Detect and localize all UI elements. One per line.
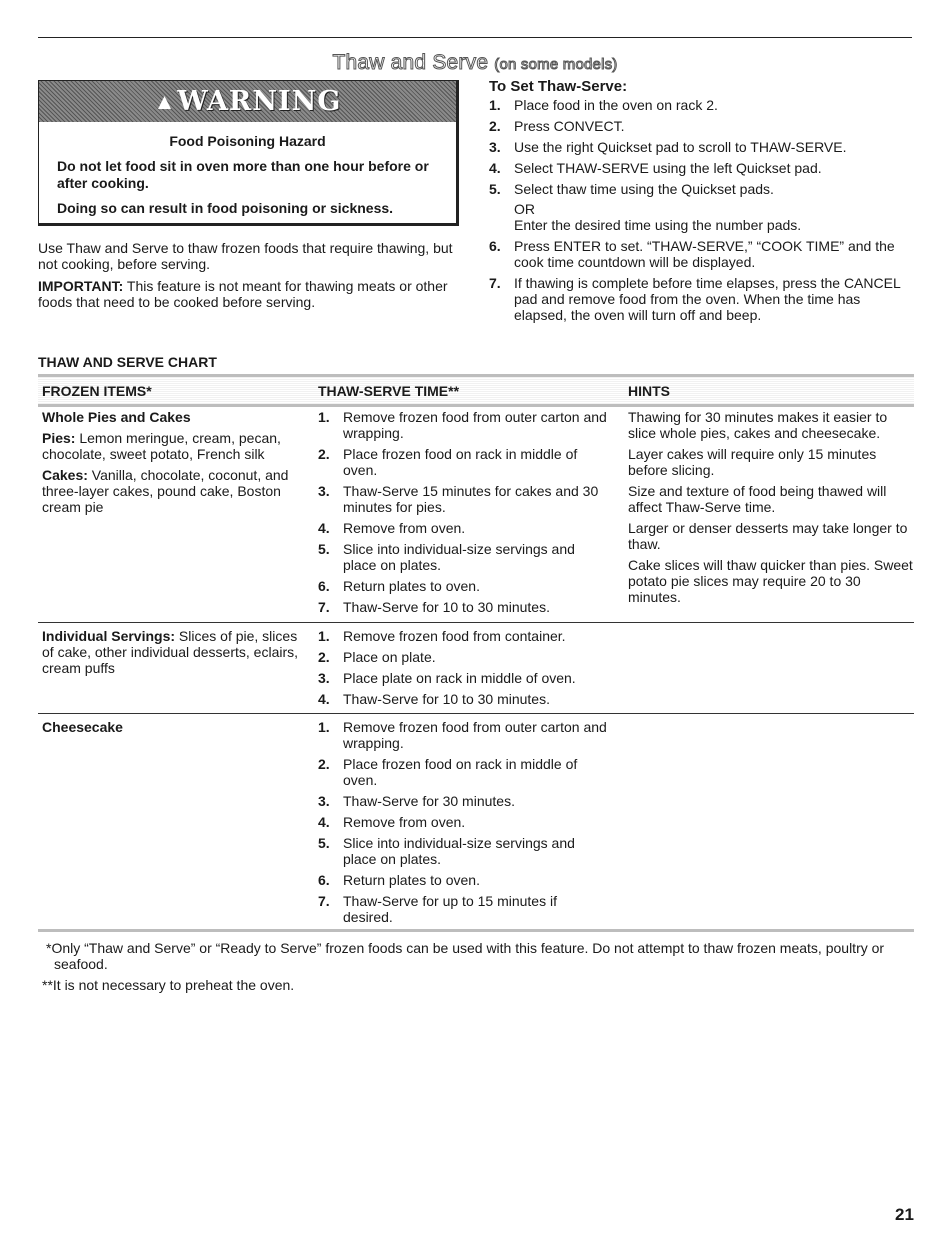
- list-item: 4. Remove from oven.: [318, 814, 466, 830]
- item-name: Whole Pies and Cakes: [42, 409, 191, 425]
- top-rule: [38, 37, 912, 38]
- list-item: 4. Select THAW-SERVE using the left Quickset pad.: [489, 160, 822, 176]
- list-item: 7. Thaw-Serve for 10 to 30 minutes.: [318, 599, 550, 615]
- list-item: 2. Place frozen food on rack in middle of oven.: [318, 756, 578, 788]
- list-item: 3. Use the right Quickset pad to scroll to THAW-SERVE.: [489, 139, 847, 155]
- list-item: 2. Place on plate.: [318, 649, 436, 665]
- warning-box: [38, 80, 459, 226]
- step-alt-or: OR: [514, 201, 535, 217]
- warning-header: [39, 81, 456, 122]
- hazard-title: Food Poisoning Hazard: [169, 133, 326, 149]
- hint-item: Thawing for 30 minutes makes it easier to slice whole pies, cakes and cheesecake.: [628, 409, 888, 441]
- hint-item: Layer cakes will require only 15 minutes before slicing.: [628, 446, 877, 478]
- hints-cell: [628, 409, 913, 610]
- hint-item: Cake slices will thaw quicker than pies. Sweet potato pie slices may require 20 to 30 minutes.: [628, 557, 913, 605]
- list-item: 4. Remove from oven.: [318, 520, 466, 536]
- chart-title: THAW AND SERVE CHART: [38, 354, 217, 370]
- list-item: 6. Press ENTER to set. “THAW-SERVE,” “COOK TIME” and the cook time countdown will be displayed.: [489, 238, 895, 270]
- set-thaw-steps: [489, 97, 914, 328]
- list-item: 1. Remove frozen food from container.: [318, 628, 566, 644]
- list-item: 7. Thaw-Serve for up to 15 minutes if desired.: [318, 893, 557, 925]
- list-item: 1. Place food in the oven on rack 2.: [489, 97, 718, 113]
- footnote-2: **It is not necessary to preheat the oven.: [42, 977, 295, 993]
- list-item: 6. Return plates to oven.: [318, 578, 480, 594]
- list-item: 6. Return plates to oven.: [318, 872, 480, 888]
- item-cell: [42, 719, 308, 740]
- row-divider: [38, 713, 914, 714]
- page-number: 21: [895, 1205, 914, 1224]
- warning-text-1: Do not let food sit in oven more than one hour before or after cooking.: [57, 158, 429, 191]
- page-title: [0, 50, 950, 78]
- list-item: 3. Thaw-Serve 15 minutes for cakes and 30 minutes for pies.: [318, 483, 599, 515]
- hint-item: Size and texture of food being thawed will affect Thaw-Serve time.: [628, 483, 887, 515]
- item-cell: Whole Pies and Cakes Pies: Lemon meringue, cream, pecan, chocolate, sweet potato, French silk Cakes: Vanilla, chocolate, coconut, and three-layer cakes, pound cake, Boston cream pie: [42, 409, 308, 520]
- important-note: [38, 278, 458, 310]
- list-item: 3. Thaw-Serve for 30 minutes.: [318, 793, 515, 809]
- item-name: Cheesecake: [42, 719, 123, 735]
- list-item: 5. Select thaw time using the Quickset pads. OR Enter the desired time using the number pads.: [489, 181, 914, 233]
- list-item: 1. Remove frozen food from outer carton and wrapping.: [318, 409, 607, 441]
- list-item: 5. Slice into individual-size servings and place on plates.: [318, 835, 575, 867]
- step-alt-text: Enter the desired time using the number pads.: [514, 217, 802, 233]
- steps-cell: [318, 719, 608, 930]
- chart-header: [38, 374, 914, 407]
- list-item: 3. Place plate on rack in middle of oven.: [318, 670, 576, 686]
- col-header-hints: HINTS: [628, 383, 670, 399]
- warning-text-2: Doing so can result in food poisoning or sickness.: [57, 200, 394, 216]
- list-item: 5. Slice into individual-size servings and place on plates.: [318, 541, 575, 573]
- page-title-sub: (on some models): [494, 56, 618, 73]
- list-item: 1. Remove frozen food from outer carton and wrapping.: [318, 719, 607, 751]
- warning-label: WARNING: [177, 85, 342, 117]
- intro-text: Use Thaw and Serve to thaw frozen foods that require thawing, but not cooking, before serving.: [38, 240, 453, 272]
- col-header-frozen-items: FROZEN ITEMS*: [42, 383, 152, 399]
- set-thaw-heading: To Set Thaw-Serve:: [489, 78, 628, 95]
- warning-triangle-icon: ▲: [153, 88, 176, 114]
- list-item: 4. Thaw-Serve for 10 to 30 minutes.: [318, 691, 550, 707]
- row-divider: [38, 622, 914, 623]
- important-text: This feature is not meant for thawing meats or other foods that need to be cooked before serving.: [38, 278, 448, 310]
- list-item: 2. Place frozen food on rack in middle of oven.: [318, 446, 578, 478]
- steps-cell: [318, 409, 608, 620]
- important-label: IMPORTANT:: [38, 278, 124, 294]
- hint-item: Larger or denser desserts may take longer to thaw.: [628, 520, 908, 552]
- page-title-main: Thaw and Serve: [332, 51, 489, 74]
- list-item: 2. Press CONVECT.: [489, 118, 625, 134]
- list-item: 7. If thawing is complete before time elapses, press the CANCEL pad and remove food from the oven. When the time has elapsed, the oven will turn off and beep.: [489, 275, 901, 323]
- steps-cell: [318, 628, 608, 712]
- col-header-thaw-time: THAW-SERVE TIME**: [318, 383, 460, 399]
- item-cell: Individual Servings: Slices of pie, slices of cake, other individual desserts, eclairs, cream puffs: [42, 628, 299, 676]
- chart-bottom-rule: [38, 929, 914, 932]
- footnote-1: *Only “Thaw and Serve” or “Ready to Serve” frozen foods can be used with this feature. Do not attempt to thaw frozen meats, poultry or seafood.: [46, 940, 885, 972]
